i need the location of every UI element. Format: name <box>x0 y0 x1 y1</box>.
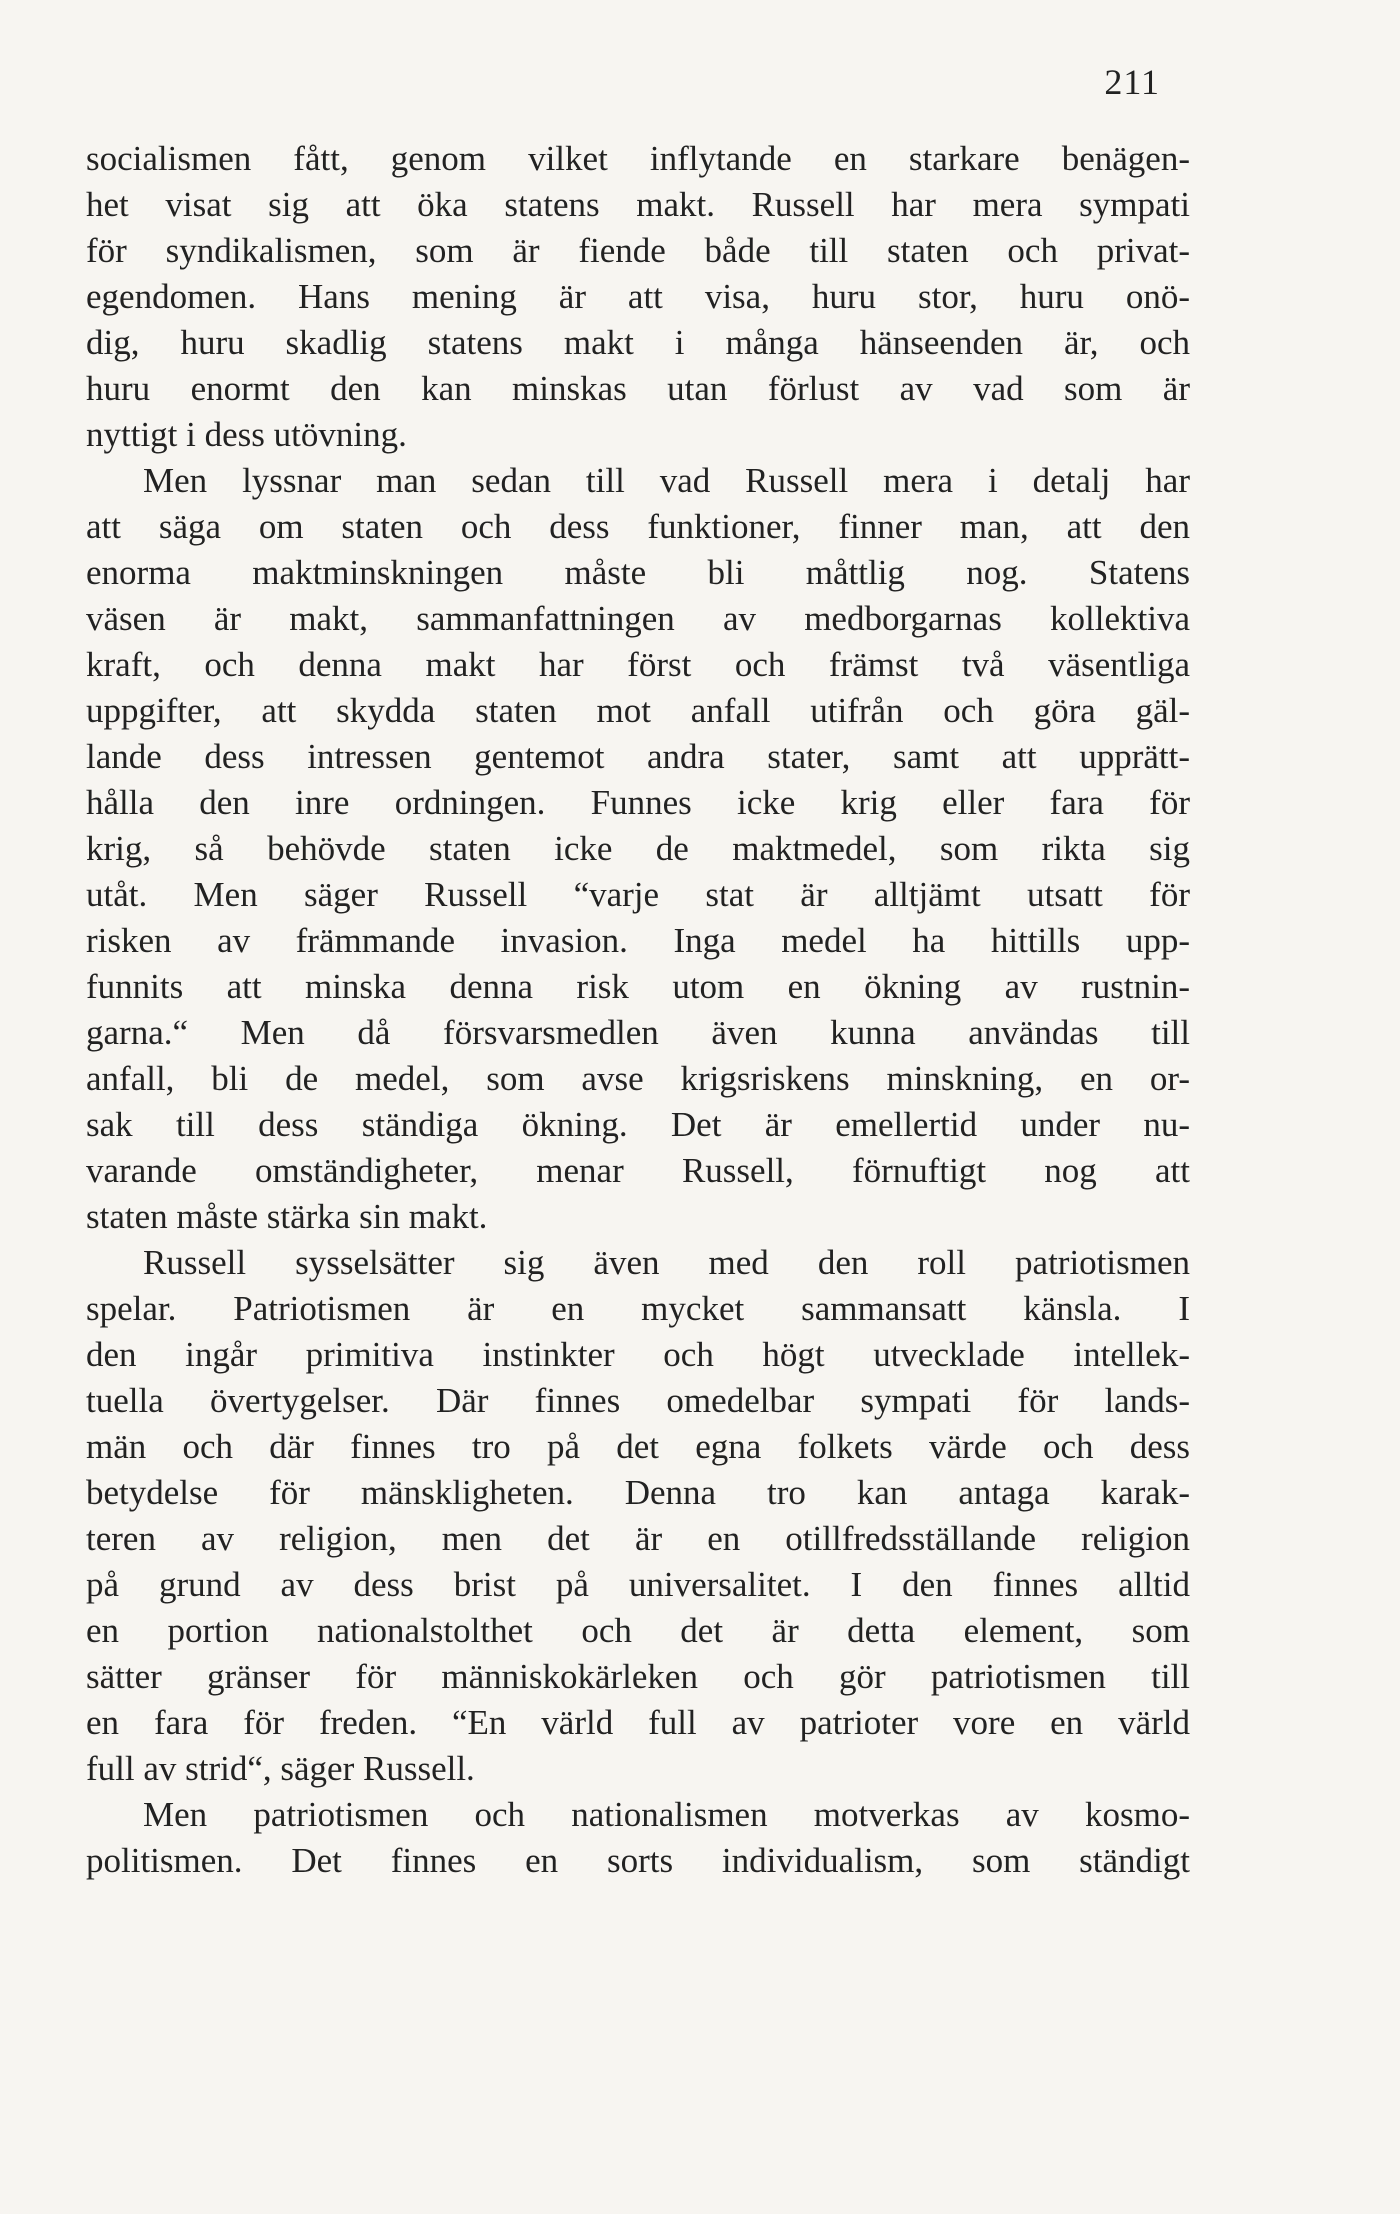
text-line: utåt. Men säger Russell “varje stat är alltjämt utsatt för <box>86 875 1190 914</box>
text-line: för syndikalismen, som är fiende både till staten och privat- <box>86 231 1190 270</box>
text-line: Russell sysselsätter sig även med den roll patriotismen <box>143 1243 1190 1282</box>
page-number: 211 <box>1104 62 1160 102</box>
text-line: staten måste stärka sin makt. <box>86 1197 488 1236</box>
text-line: män och där finnes tro på det egna folkets värde och dess <box>86 1427 1190 1466</box>
text-line: sak till dess ständiga ökning. Det är emellertid under nu- <box>86 1105 1190 1144</box>
paragraph <box>86 1792 1190 1884</box>
text-line: funnits att minska denna risk utom en ökning av rustnin- <box>86 967 1190 1006</box>
text-line: het visat sig att öka statens makt. Russell har mera sympati <box>86 185 1190 224</box>
text-line: politismen. Det finnes en sorts individualism, som ständigt <box>86 1841 1190 1880</box>
text-line: enorma maktminskningen måste bli måttlig nog. Statens <box>86 553 1190 592</box>
text-line: uppgifter, att skydda staten mot anfall utifrån och göra gäl- <box>86 691 1190 730</box>
text-line: att säga om staten och dess funktioner, finner man, att den <box>86 507 1190 546</box>
body-text <box>86 136 1190 1884</box>
text-line: en fara för freden. “En värld full av patrioter vore en värld <box>86 1703 1190 1742</box>
paragraph <box>86 1240 1190 1792</box>
text-line: Men patriotismen och nationalismen motverkas av kosmo- <box>143 1795 1190 1834</box>
text-line: teren av religion, men det är en otillfredsställande religion <box>86 1519 1190 1558</box>
text-line: full av strid“, säger Russell. <box>86 1749 475 1788</box>
text-line: hålla den inre ordningen. Funnes icke krig eller fara för <box>86 783 1190 822</box>
text-line: krig, så behövde staten icke de maktmedel, som rikta sig <box>86 829 1190 868</box>
paragraph <box>86 458 1190 1240</box>
text-line: egendomen. Hans mening är att visa, huru stor, huru onö- <box>86 277 1190 316</box>
text-line: anfall, bli de medel, som avse krigsriskens minskning, en or- <box>86 1059 1190 1098</box>
text-line: huru enormt den kan minskas utan förlust av vad som är <box>86 369 1190 408</box>
text-line: väsen är makt, sammanfattningen av medborgarnas kollektiva <box>86 599 1190 638</box>
text-line: risken av främmande invasion. Inga medel ha hittills upp- <box>86 921 1190 960</box>
text-line: tuella övertygelser. Där finnes omedelbar sympati för lands- <box>86 1381 1190 1420</box>
text-line: dig, huru skadlig statens makt i många hänseenden är, och <box>86 323 1190 362</box>
text-line: Men lyssnar man sedan till vad Russell mera i detalj har <box>143 461 1190 500</box>
text-line: betydelse för mänskligheten. Denna tro kan antaga karak- <box>86 1473 1190 1512</box>
text-line: lande dess intressen gentemot andra stater, samt att upprätt- <box>86 737 1190 776</box>
text-line: kraft, och denna makt har först och främst två väsentliga <box>86 645 1190 684</box>
text-line: varande omständigheter, menar Russell, förnuftigt nog att <box>86 1151 1190 1190</box>
paragraph <box>86 136 1190 458</box>
text-line: spelar. Patriotismen är en mycket sammansatt känsla. I <box>86 1289 1190 1328</box>
text-line: den ingår primitiva instinkter och högt utvecklade intellek- <box>86 1335 1190 1374</box>
text-line: på grund av dess brist på universalitet. I den finnes alltid <box>86 1565 1190 1604</box>
text-line: nyttigt i dess utövning. <box>86 415 407 454</box>
text-line: en portion nationalstolthet och det är detta element, som <box>86 1611 1190 1650</box>
text-line: garna.“ Men då försvarsmedlen även kunna användas till <box>86 1013 1190 1052</box>
text-line: sätter gränser för människokärleken och gör patriotismen till <box>86 1657 1190 1696</box>
text-line: socialismen fått, genom vilket inflytande en starkare benägen- <box>86 139 1190 178</box>
